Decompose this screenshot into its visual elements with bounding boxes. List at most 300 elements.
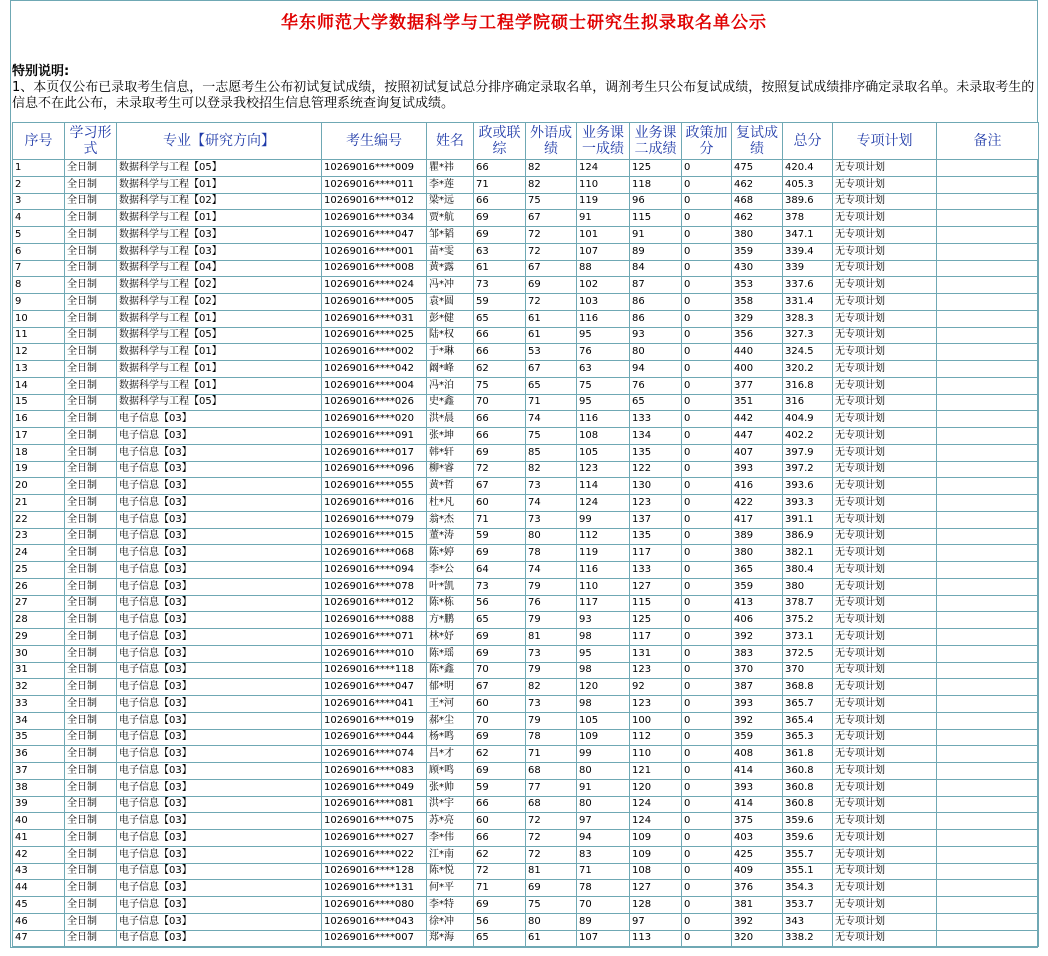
table-cell: 425	[732, 846, 783, 863]
table-cell: 125	[630, 612, 682, 629]
table-cell: 65	[474, 612, 526, 629]
table-cell: 56	[474, 595, 526, 612]
table-cell: 61	[526, 930, 577, 947]
table-cell: 65	[474, 310, 526, 327]
table-cell: 26	[13, 578, 65, 595]
table-cell: 4	[13, 210, 65, 227]
table-cell	[937, 428, 1039, 445]
table-cell: 0	[682, 495, 732, 512]
table-cell: 70	[577, 897, 630, 914]
table-cell: 378.7	[783, 595, 833, 612]
table-cell: 洪*宇	[427, 796, 474, 813]
table-cell: 全日制	[65, 210, 117, 227]
table-row	[13, 160, 1039, 177]
table-cell: 韩*轩	[427, 444, 474, 461]
table-cell: 70	[474, 394, 526, 411]
table-cell	[937, 612, 1039, 629]
table-row	[13, 712, 1039, 729]
table-cell: 全日制	[65, 361, 117, 378]
table-cell: 360.8	[783, 763, 833, 780]
table-cell: 119	[577, 193, 630, 210]
table-cell: 20	[13, 478, 65, 495]
table-cell: 76	[630, 377, 682, 394]
table-cell: 127	[630, 578, 682, 595]
table-cell: 82	[526, 461, 577, 478]
table-row	[13, 344, 1039, 361]
table-cell: 373.1	[783, 629, 833, 646]
table-row	[13, 578, 1039, 595]
table-cell: 22	[13, 511, 65, 528]
table-cell: 120	[630, 779, 682, 796]
table-cell	[937, 679, 1039, 696]
table-cell: 78	[526, 545, 577, 562]
table-cell: 69	[474, 897, 526, 914]
table-cell: 475	[732, 160, 783, 177]
table-cell: 25	[13, 562, 65, 579]
table-cell: 电子信息【03】	[117, 562, 322, 579]
table-cell: 98	[577, 662, 630, 679]
table-cell: 袁*圆	[427, 294, 474, 311]
table-cell: 69	[474, 729, 526, 746]
table-cell: 冯*泊	[427, 377, 474, 394]
table-cell: 96	[630, 193, 682, 210]
table-cell: 于*琳	[427, 344, 474, 361]
table-row	[13, 260, 1039, 277]
table-cell: 368.8	[783, 679, 833, 696]
table-cell: 10269016****012	[322, 595, 427, 612]
table-cell: 0	[682, 595, 732, 612]
table-row	[13, 461, 1039, 478]
table-cell: 69	[526, 277, 577, 294]
table-cell: 10269016****075	[322, 813, 427, 830]
table-cell: 无专项计划	[833, 193, 937, 210]
table-cell: 陈*鑫	[427, 662, 474, 679]
table-cell	[937, 913, 1039, 930]
table-cell: 全日制	[65, 796, 117, 813]
table-cell: 72	[526, 830, 577, 847]
table-cell: 60	[474, 495, 526, 512]
table-cell	[937, 394, 1039, 411]
table-cell: 0	[682, 411, 732, 428]
table-cell: 无专项计划	[833, 461, 937, 478]
table-row	[13, 310, 1039, 327]
table-cell: 413	[732, 595, 783, 612]
table-cell: 0	[682, 277, 732, 294]
table-cell: 69	[526, 880, 577, 897]
table-cell: 74	[526, 411, 577, 428]
table-row	[13, 411, 1039, 428]
table-cell: 全日制	[65, 880, 117, 897]
table-cell: 张*坤	[427, 428, 474, 445]
table-cell: 44	[13, 880, 65, 897]
table-cell: 115	[630, 210, 682, 227]
table-cell: 66	[474, 193, 526, 210]
table-cell: 全日制	[65, 428, 117, 445]
table-cell: 409	[732, 863, 783, 880]
table-row	[13, 243, 1039, 260]
table-cell: 李*伟	[427, 830, 474, 847]
table-cell: 93	[630, 327, 682, 344]
table-cell: 119	[577, 545, 630, 562]
table-row	[13, 528, 1039, 545]
table-cell: 112	[577, 528, 630, 545]
table-cell: 108	[630, 863, 682, 880]
table-cell: 何*平	[427, 880, 474, 897]
table-cell: 414	[732, 796, 783, 813]
table-cell: 10269016****025	[322, 327, 427, 344]
table-cell: 386.9	[783, 528, 833, 545]
table-cell: 62	[474, 846, 526, 863]
table-cell: 数据科学与工程【05】	[117, 394, 322, 411]
table-cell: 417	[732, 511, 783, 528]
table-cell: 数据科学与工程【05】	[117, 160, 322, 177]
table-cell: 数据科学与工程【01】	[117, 344, 322, 361]
table-cell: 无专项计划	[833, 712, 937, 729]
table-cell: 38	[13, 779, 65, 796]
table-cell: 全日制	[65, 327, 117, 344]
table-cell: 462	[732, 176, 783, 193]
table-cell: 10269016****096	[322, 461, 427, 478]
table-cell: 430	[732, 260, 783, 277]
table-cell: 102	[577, 277, 630, 294]
table-header-row	[13, 123, 1039, 160]
table-cell: 109	[630, 846, 682, 863]
column-header: 总分	[783, 123, 833, 160]
table-cell: 10269016****081	[322, 796, 427, 813]
table-cell: 陈*悦	[427, 863, 474, 880]
table-cell: 56	[474, 913, 526, 930]
table-cell: 88	[577, 260, 630, 277]
table-cell: 全日制	[65, 679, 117, 696]
table-cell: 91	[577, 210, 630, 227]
table-cell: 71	[526, 394, 577, 411]
table-cell: 无专项计划	[833, 729, 937, 746]
table-cell: 125	[630, 160, 682, 177]
table-cell: 顾*鸣	[427, 763, 474, 780]
table-cell: 392	[732, 629, 783, 646]
table-cell: 全日制	[65, 176, 117, 193]
table-cell: 无专项计划	[833, 930, 937, 947]
table-cell: 320	[732, 930, 783, 947]
table-cell: 61	[526, 310, 577, 327]
table-cell: 无专项计划	[833, 578, 937, 595]
table-cell: 37	[13, 763, 65, 780]
table-cell: 389.6	[783, 193, 833, 210]
table-cell: 94	[577, 830, 630, 847]
table-row	[13, 930, 1039, 947]
table-cell: 0	[682, 176, 732, 193]
table-cell: 10269016****091	[322, 428, 427, 445]
table-cell: 354.3	[783, 880, 833, 897]
table-cell: 372.5	[783, 645, 833, 662]
table-cell: 10269016****020	[322, 411, 427, 428]
table-cell: 71	[474, 880, 526, 897]
page-title: 华东师范大学数据科学与工程学院硕士研究生拟录取名单公示	[281, 13, 767, 33]
table-cell	[937, 746, 1039, 763]
table-cell: 全日制	[65, 528, 117, 545]
table-cell: 393	[732, 696, 783, 713]
table-cell: 69	[474, 763, 526, 780]
table-cell: 84	[630, 260, 682, 277]
table-cell: 全日制	[65, 377, 117, 394]
table-cell: 0	[682, 880, 732, 897]
table-cell: 370	[732, 662, 783, 679]
table-cell: 361.8	[783, 746, 833, 763]
table-cell: 76	[526, 595, 577, 612]
table-cell: 105	[577, 444, 630, 461]
table-cell: 无专项计划	[833, 243, 937, 260]
table-cell: 无专项计划	[833, 310, 937, 327]
table-cell: 全日制	[65, 930, 117, 947]
table-cell: 137	[630, 511, 682, 528]
table-cell: 全日制	[65, 629, 117, 646]
table-cell: 全日制	[65, 495, 117, 512]
table-cell: 叶*凯	[427, 578, 474, 595]
table-cell: 数据科学与工程【01】	[117, 361, 322, 378]
table-cell: 358	[732, 294, 783, 311]
table-cell: 79	[526, 612, 577, 629]
table-cell: 67	[474, 679, 526, 696]
table-cell: 全日制	[65, 227, 117, 244]
table-cell: 73	[474, 578, 526, 595]
table-cell: 电子信息【03】	[117, 779, 322, 796]
table-cell	[937, 411, 1039, 428]
table-cell: 440	[732, 344, 783, 361]
table-cell: 391.1	[783, 511, 833, 528]
table-cell: 69	[474, 210, 526, 227]
table-cell: 陈*瑶	[427, 645, 474, 662]
table-cell: 66	[474, 411, 526, 428]
table-cell: 0	[682, 930, 732, 947]
table-cell: 杜*凡	[427, 495, 474, 512]
table-cell: 无专项计划	[833, 846, 937, 863]
table-cell: 无专项计划	[833, 562, 937, 579]
table-cell: 全日制	[65, 562, 117, 579]
table-cell: 380	[732, 545, 783, 562]
table-cell: 10269016****043	[322, 913, 427, 930]
table-cell: 无专项计划	[833, 528, 937, 545]
table-cell: 电子信息【03】	[117, 444, 322, 461]
table-cell: 无专项计划	[833, 830, 937, 847]
table-cell: 10269016****015	[322, 528, 427, 545]
table-row	[13, 763, 1039, 780]
table-cell: 无专项计划	[833, 863, 937, 880]
table-cell: 338.2	[783, 930, 833, 947]
table-cell: 123	[630, 696, 682, 713]
table-cell: 65	[526, 377, 577, 394]
table-cell: 无专项计划	[833, 511, 937, 528]
table-cell: 全日制	[65, 578, 117, 595]
table-cell: 77	[526, 779, 577, 796]
table-cell: 343	[783, 913, 833, 930]
table-cell: 10269016****079	[322, 511, 427, 528]
table-cell: 电子信息【03】	[117, 612, 322, 629]
table-cell: 121	[630, 763, 682, 780]
table-cell: 79	[526, 662, 577, 679]
table-cell: 67	[526, 210, 577, 227]
table-cell: 353	[732, 277, 783, 294]
table-cell: 无专项计划	[833, 361, 937, 378]
table-cell: 0	[682, 461, 732, 478]
table-cell: 无专项计划	[833, 377, 937, 394]
table-cell: 42	[13, 846, 65, 863]
table-cell: 24	[13, 545, 65, 562]
table-cell: 72	[526, 227, 577, 244]
table-cell: 0	[682, 562, 732, 579]
table-cell: 10269016****007	[322, 930, 427, 947]
table-cell: 73	[526, 511, 577, 528]
table-body	[13, 160, 1039, 947]
table-cell: 75	[577, 377, 630, 394]
table-cell: 苏*亮	[427, 813, 474, 830]
table-cell: 128	[630, 897, 682, 914]
table-cell: 61	[474, 260, 526, 277]
admission-table	[12, 122, 1039, 947]
table-cell: 6	[13, 243, 65, 260]
table-cell: 72	[526, 813, 577, 830]
table-cell: 董*涛	[427, 528, 474, 545]
table-cell: 10269016****118	[322, 662, 427, 679]
table-cell: 7	[13, 260, 65, 277]
table-cell: 72	[474, 461, 526, 478]
table-cell: 34	[13, 712, 65, 729]
table-cell: 462	[732, 210, 783, 227]
table-cell: 66	[474, 344, 526, 361]
table-cell: 10	[13, 310, 65, 327]
table-cell: 电子信息【03】	[117, 830, 322, 847]
table-cell: 数据科学与工程【03】	[117, 243, 322, 260]
table-cell: 31	[13, 662, 65, 679]
table-cell: 75	[526, 193, 577, 210]
table-cell: 63	[577, 361, 630, 378]
table-cell: 71	[577, 863, 630, 880]
table-cell: 87	[630, 277, 682, 294]
table-cell: 0	[682, 377, 732, 394]
table-cell: 李*特	[427, 897, 474, 914]
table-cell: 53	[526, 344, 577, 361]
table-cell: 387	[732, 679, 783, 696]
table-cell: 5	[13, 227, 65, 244]
table-cell: 0	[682, 612, 732, 629]
table-cell: 10269016****041	[322, 696, 427, 713]
table-cell: 0	[682, 394, 732, 411]
table-cell	[937, 160, 1039, 177]
table-cell: 62	[474, 746, 526, 763]
table-cell: 356	[732, 327, 783, 344]
table-cell: 133	[630, 411, 682, 428]
table-cell: 电子信息【03】	[117, 545, 322, 562]
table-cell: 75	[474, 377, 526, 394]
table-cell: 10269016****055	[322, 478, 427, 495]
table-cell: 120	[577, 679, 630, 696]
table-cell	[937, 210, 1039, 227]
table-cell: 442	[732, 411, 783, 428]
table-cell: 全日制	[65, 779, 117, 796]
table-cell: 131	[630, 645, 682, 662]
table-cell: 0	[682, 210, 732, 227]
table-row	[13, 897, 1039, 914]
table-cell: 123	[630, 495, 682, 512]
table-cell: 0	[682, 679, 732, 696]
table-cell: 124	[577, 160, 630, 177]
table-row	[13, 595, 1039, 612]
table-cell	[937, 294, 1039, 311]
table-cell: 351	[732, 394, 783, 411]
table-cell: 382.1	[783, 545, 833, 562]
table-cell: 16	[13, 411, 65, 428]
table-row	[13, 629, 1039, 646]
table-cell: 23	[13, 528, 65, 545]
table-cell: 10269016****012	[322, 193, 427, 210]
table-cell	[937, 327, 1039, 344]
table-cell: 0	[682, 243, 732, 260]
table-cell: 数据科学与工程【02】	[117, 294, 322, 311]
table-cell: 无专项计划	[833, 897, 937, 914]
table-cell: 0	[682, 227, 732, 244]
table-cell: 63	[474, 243, 526, 260]
table-cell: 电子信息【03】	[117, 428, 322, 445]
column-header: 外语成绩	[526, 123, 577, 160]
table-cell: 447	[732, 428, 783, 445]
table-cell: 81	[526, 863, 577, 880]
table-cell: 377	[732, 377, 783, 394]
table-cell: 电子信息【03】	[117, 495, 322, 512]
column-header: 专业【研究方向】	[117, 123, 322, 160]
table-cell: 359.6	[783, 813, 833, 830]
table-cell: 10269016****010	[322, 645, 427, 662]
table-cell: 69	[474, 629, 526, 646]
table-cell: 110	[577, 176, 630, 193]
table-cell: 76	[577, 344, 630, 361]
table-cell: 109	[577, 729, 630, 746]
table-cell: 375	[732, 813, 783, 830]
table-cell: 无专项计划	[833, 444, 937, 461]
table-cell: 13	[13, 361, 65, 378]
table-cell: 数据科学与工程【03】	[117, 227, 322, 244]
table-cell: 46	[13, 913, 65, 930]
table-cell	[937, 729, 1039, 746]
column-header: 业务课二成绩	[630, 123, 682, 160]
table-cell: 电子信息【03】	[117, 763, 322, 780]
table-cell: 71	[474, 176, 526, 193]
table-cell: 331.4	[783, 294, 833, 311]
column-header: 复试成绩	[732, 123, 783, 160]
table-cell: 359	[732, 243, 783, 260]
table-cell: 108	[577, 428, 630, 445]
table-cell: 389	[732, 528, 783, 545]
table-cell: 380	[732, 227, 783, 244]
table-cell	[937, 377, 1039, 394]
table-row	[13, 193, 1039, 210]
table-cell: 李*莲	[427, 176, 474, 193]
table-cell: 95	[577, 645, 630, 662]
table-cell: 10269016****094	[322, 562, 427, 579]
table-cell: 数据科学与工程【01】	[117, 210, 322, 227]
table-cell: 电子信息【03】	[117, 679, 322, 696]
table-cell: 无专项计划	[833, 327, 937, 344]
table-cell: 78	[526, 729, 577, 746]
table-cell: 0	[682, 310, 732, 327]
table-cell: 郑*海	[427, 930, 474, 947]
table-cell: 72	[526, 243, 577, 260]
table-cell: 数据科学与工程【01】	[117, 176, 322, 193]
table-row	[13, 545, 1039, 562]
table-cell: 117	[577, 595, 630, 612]
table-cell	[937, 310, 1039, 327]
table-cell: 李*公	[427, 562, 474, 579]
table-cell: 陆*权	[427, 327, 474, 344]
table-cell: 416	[732, 478, 783, 495]
